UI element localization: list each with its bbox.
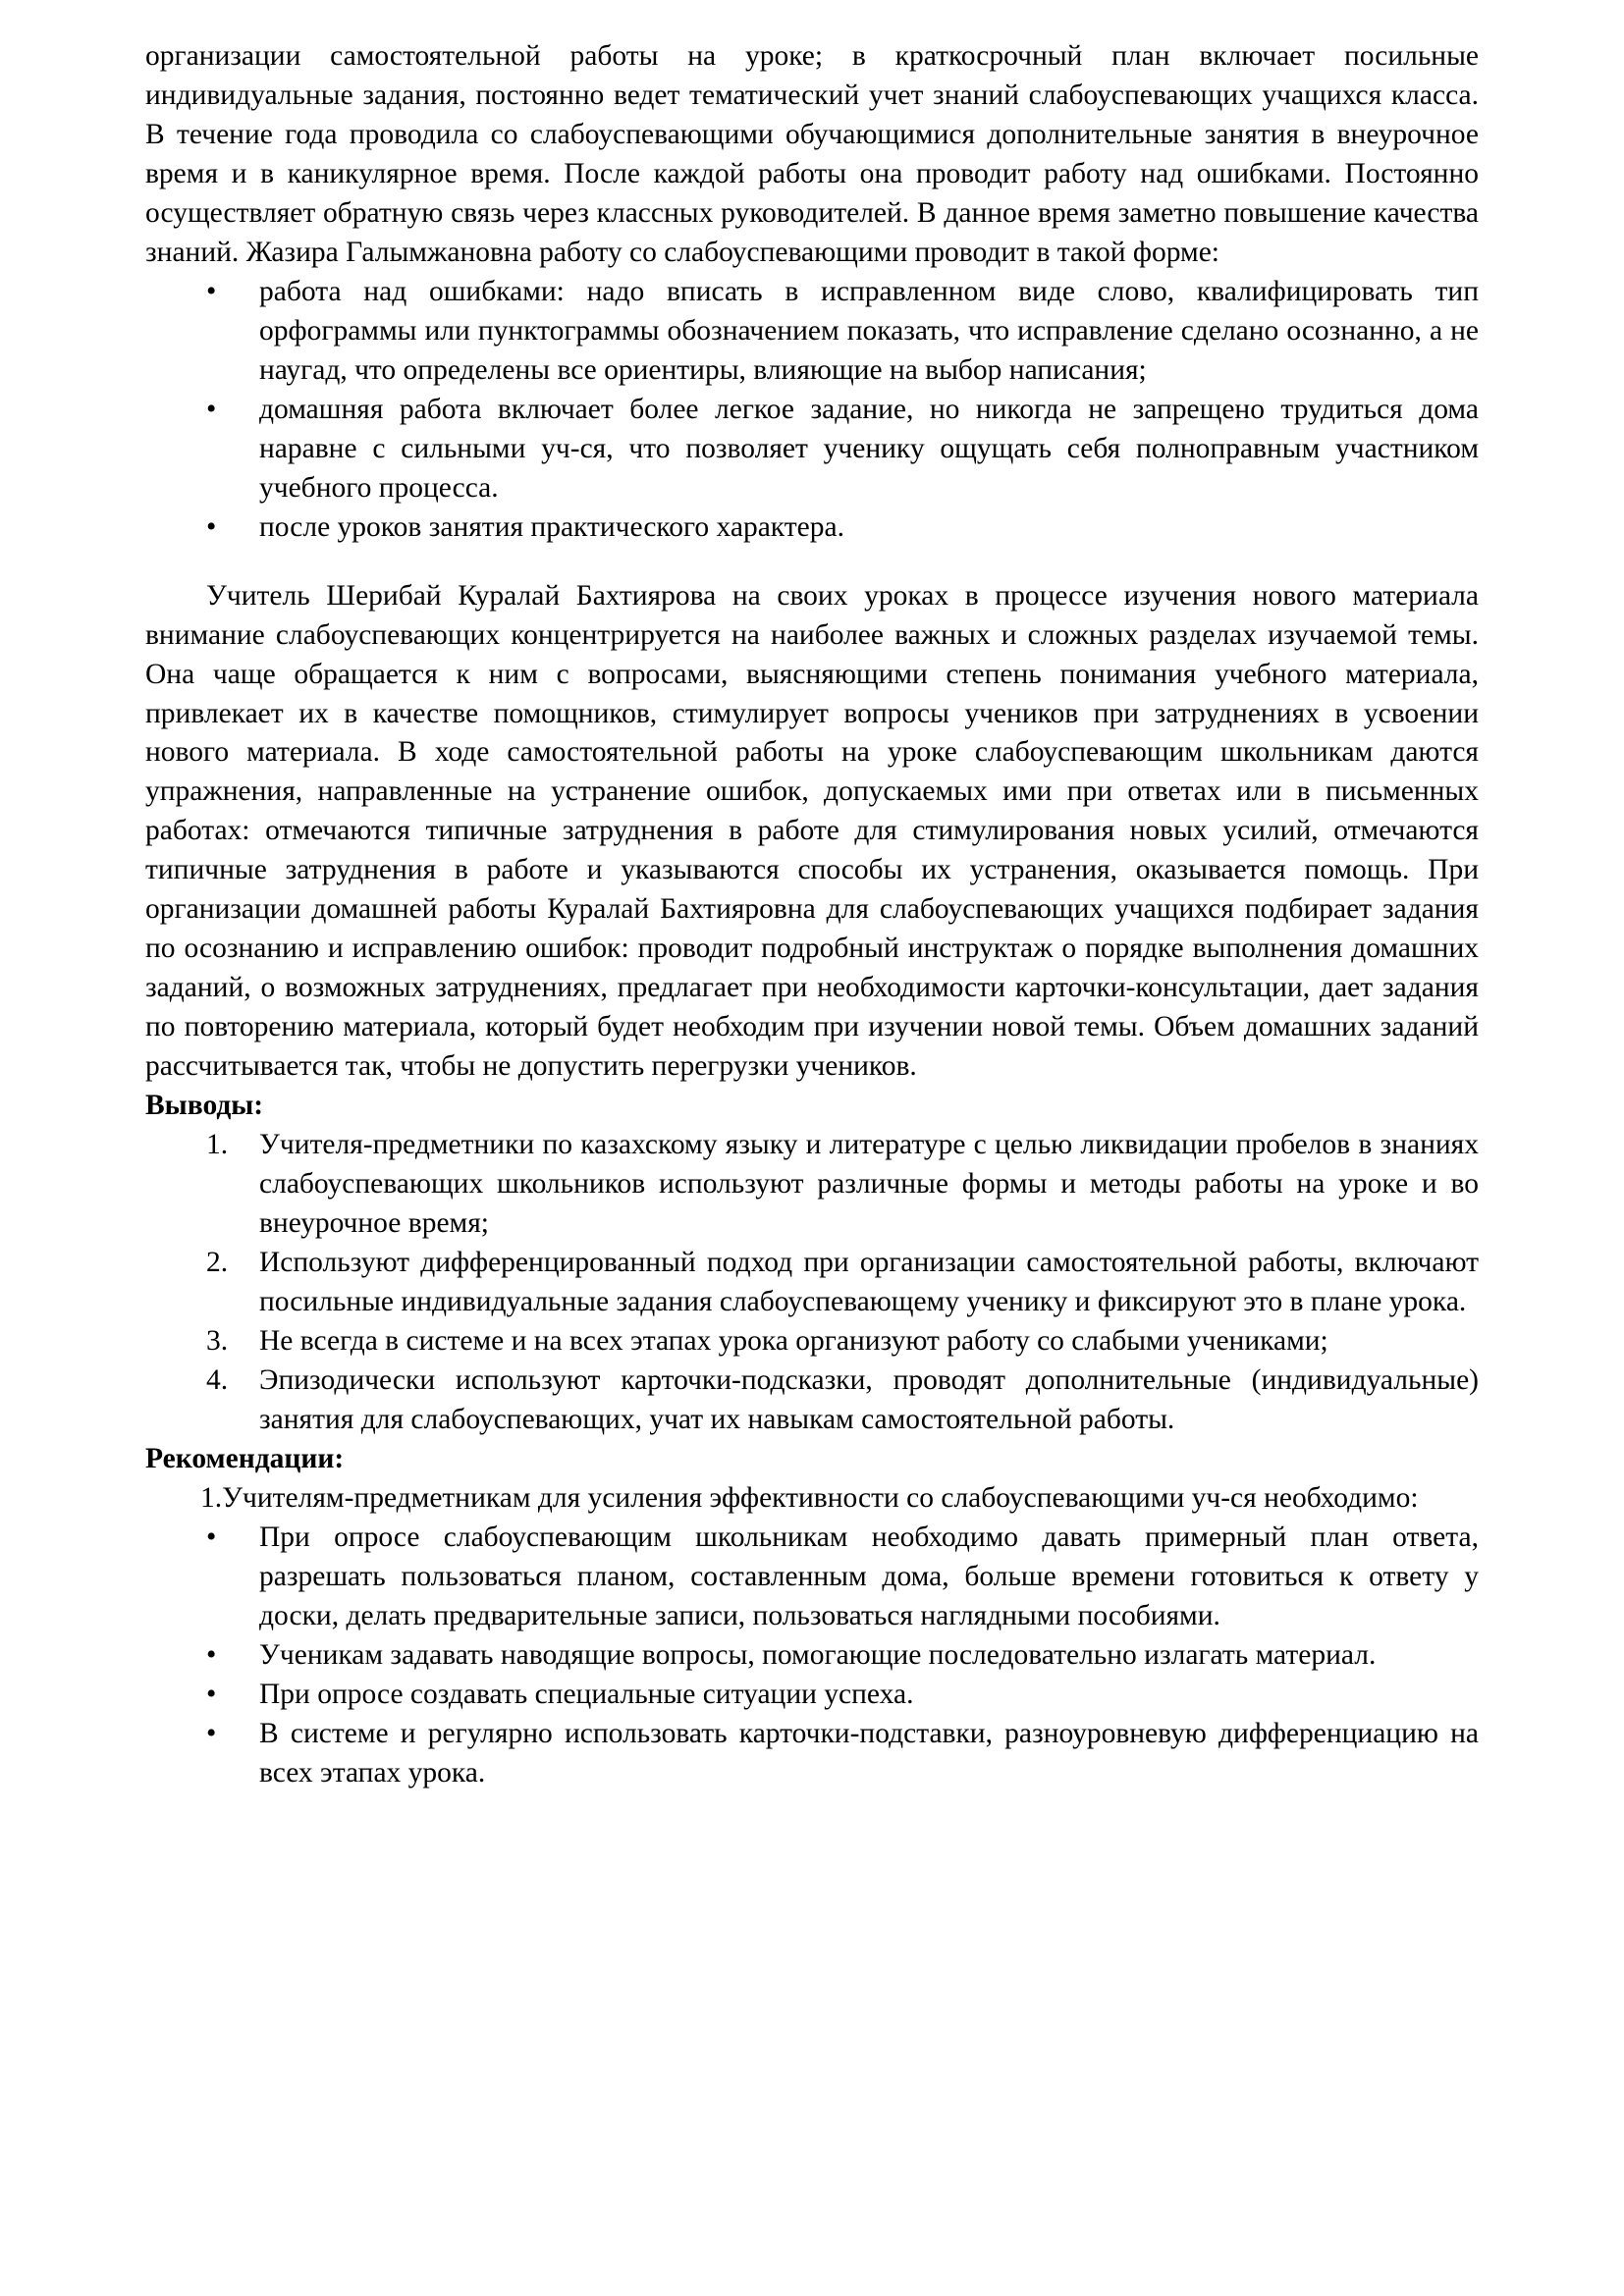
list-item-number: 3. — [206, 1325, 229, 1357]
list-item — [145, 1244, 1479, 1322]
list-item-text: При опросе создавать специальные ситуации успеха. — [259, 1678, 914, 1710]
list-item-text: Учителя-предметники по казахскому языку и литературе с целью ликвидации пробелов в знаниях слабоуспевающих школьников используют различные формы и методы работы на уроке и во внеурочное время; — [259, 1129, 1479, 1240]
opening-paragraph: организации самостоятельной работы на уроке; в краткосрочный план включает посильные индивидуальные задания, постоянно ведет тематический учет знаний слабоуспевающих учащихся класса. В течение года проводила со слабоуспевающими обучающимися дополнительные занятия в внеурочное время и в каникулярное время. После каждой работы она проводит работу над ошибками. Постоянно осуществляет обратную связь через классных руководителей. В данное время заметно повышение качества знаний. Жазира Галымжановна работу со слабоуспевающими проводит в такой форме: — [145, 40, 1479, 268]
bullet-marker-icon: • — [206, 1521, 217, 1553]
list-item-text: Не всегда в системе и на всех этапах урока организуют работу со слабыми учениками; — [259, 1325, 1328, 1357]
list-item — [145, 1519, 1479, 1636]
list-item — [145, 273, 1479, 391]
list-item-number: 1. — [206, 1129, 229, 1161]
second-paragraph: Учитель Шерибай Куралай Бахтиярова на своих уроках в процессе изучения нового материала внимание слабоуспевающих концентрируется на наиболее важных и сложных разделах изучаемой темы. Она чаще обращается к ним с вопросами, выясняющими степень понимания учебного материала, привлекает их в качестве помощников, стимулирует вопросы учеников при затруднениях в усвоении нового материала. В ходе самостоятельной работы на уроке слабоуспевающим школьникам даются упражнения, направленные на устранение ошибок, допускаемых ими при ответах или в письменных работах: отмечаются типичные затруднения в работе для стимулирования новых усилий, отмечаются типичные затруднения в работе и указываются способы их устранения, оказывается помощь. При организации домашней работы Куралай Бахтияровна для слабоуспевающих учащихся подбирает задания по осознанию и исправлению ошибок: проводит подробный инструктаж о порядке выполнения домашних заданий, о возможных затруднениях, предлагает при необходимости карточки-консультации, дает задания по повторению материала, который будет необходим при изучении новой темы. Объем домашних заданий рассчитывается так, чтобы не допустить перегрузки учеников. — [145, 579, 1479, 1083]
list-item — [145, 391, 1479, 508]
list-item-number: 4. — [206, 1363, 229, 1396]
bullet-marker-icon: • — [206, 393, 217, 425]
list-item-text: домашняя работа включает более легкое задание, но никогда не запрещено трудиться дома наравне с сильными уч-ся, что позволяет ученику ощущать себя полноправным участником учебного процесса. — [259, 393, 1479, 504]
bullet-marker-icon: • — [206, 510, 217, 543]
conclusions-list — [145, 1126, 1479, 1440]
list-item-text: работа над ошибками: надо вписать в исправленном виде слово, квалифицировать тип орфограммы или пунктограммы обозначением показать, что исправление сделано осознанно, а не наугад, что определены все ориентиры, влияющие на выбор написания; — [259, 275, 1479, 386]
bullet-marker-icon: • — [206, 275, 217, 307]
list-item — [145, 1715, 1479, 1793]
bullet-marker-icon: • — [206, 1638, 217, 1671]
recommendations-heading: Рекомендации: — [145, 1442, 345, 1474]
list-item — [145, 1636, 1479, 1676]
list-item — [145, 1362, 1479, 1440]
list-item-text: При опросе слабоуспевающим школьникам необходимо давать примерный план ответа, разрешать пользоваться планом, составленным дома, больше времени готовиться к ответу у доски, делать предварительные записи, пользоваться наглядными пособиями. — [259, 1521, 1479, 1631]
list-item-text: Используют дифференцированный подход при организации самостоятельной работы, включают посильные индивидуальные задания слабоуспевающему ученику и фиксируют это в плане урока. — [259, 1247, 1479, 1318]
list-item — [145, 508, 1479, 548]
list-item-number: 2. — [206, 1247, 229, 1279]
conclusions-heading: Выводы: — [145, 1090, 264, 1122]
bullet-list-forms — [145, 273, 1479, 548]
list-item-text: В системе и регулярно использовать карточки-подставки, разноуровневую дифференциацию на всех этапах урока. — [259, 1717, 1479, 1789]
list-item-text: Эпизодически используют карточки-подсказки, проводят дополнительные (индивидуальные) занятия для слабоуспевающих, учат их навыкам самостоятельной работы. — [259, 1363, 1479, 1435]
list-item — [145, 1126, 1479, 1244]
bullet-marker-icon: • — [206, 1717, 217, 1749]
list-item — [145, 1322, 1479, 1362]
list-item-text: после уроков занятия практического характера. — [259, 510, 844, 543]
list-item-text: Ученикам задавать наводящие вопросы, помогающие последовательно излагать материал. — [259, 1638, 1377, 1671]
bullet-list-recommendations — [145, 1519, 1479, 1793]
bullet-marker-icon: • — [206, 1678, 217, 1710]
paragraph-spacer — [145, 548, 1479, 577]
list-item — [145, 1676, 1479, 1715]
recommendations-intro: 1.Учителям-предметникам для усиления эффективности со слабоуспевающими уч-ся необходимо: — [200, 1481, 1419, 1514]
